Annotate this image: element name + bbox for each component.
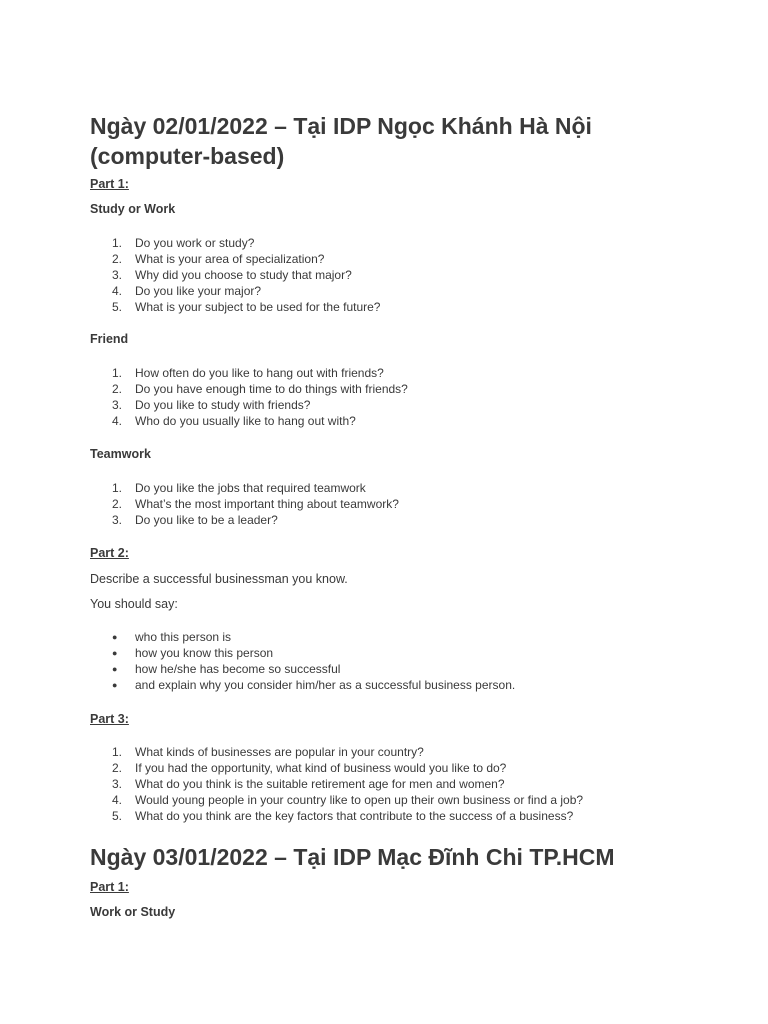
list-item: 5. What do you think are the key factors that contribute to the success of a business? — [112, 809, 574, 823]
list-item: 1. Do you work or study? — [112, 236, 255, 250]
list-item: 3. Do you like to study with friends? — [112, 398, 311, 412]
part1-label: Part 1: — [90, 177, 129, 191]
part3-list — [90, 744, 583, 824]
part2-should-say: You should say: — [90, 597, 178, 611]
list-item: 2. Do you have enough time to do things with friends? — [112, 382, 408, 396]
list-item: ● how he/she has become so successful — [112, 662, 341, 676]
teamwork-list — [90, 480, 399, 528]
list-item: 3. Do you like to be a leader? — [112, 513, 278, 527]
list-item: 2. If you had the opportunity, what kind of business would you like to do? — [112, 761, 507, 775]
list-item: ● who this person is — [112, 630, 232, 644]
part2-bullet-list — [90, 629, 515, 693]
list-item: ● how you know this person — [112, 646, 274, 660]
section-title-friend: Friend — [90, 332, 129, 346]
list-item: 1. What kinds of businesses are popular in your country? — [112, 745, 424, 759]
list-item: 2. What’s the most important thing about teamwork? — [112, 497, 399, 511]
list-item: 3. Why did you choose to study that major? — [112, 268, 352, 282]
friend-list — [90, 365, 408, 429]
list-item: 4. Do you like your major? — [112, 284, 262, 298]
list-item: 1. How often do you like to hang out with friends? — [112, 366, 384, 380]
list-item: ● and explain why you consider him/her as a successful business person. — [112, 678, 516, 692]
list-item: 1. Do you like the jobs that required teamwork — [112, 481, 366, 495]
list-item: 5. What is your subject to be used for the future? — [112, 300, 381, 314]
list-item: 2. What is your area of specialization? — [112, 252, 325, 266]
heading-session-1-line1: Ngày 02/01/2022 – Tại IDP Ngọc Khánh Hà Nội — [90, 113, 592, 139]
section-title-study-or-work: Study or Work — [90, 202, 176, 216]
list-item: 4. Would young people in your country like to open up their own business or find a job? — [112, 793, 584, 807]
heading-session-1-line2: (computer-based) — [90, 143, 285, 169]
part3-label: Part 3: — [90, 712, 129, 726]
heading-session-1 — [90, 111, 592, 171]
part2-prompt: Describe a successful businessman you know. — [90, 572, 348, 586]
list-item: 4. Who do you usually like to hang out with? — [112, 414, 356, 428]
part1b-label: Part 1: — [90, 880, 129, 894]
section-title-teamwork: Teamwork — [90, 447, 151, 461]
list-item: 3. What do you think is the suitable retirement age for men and women? — [112, 777, 505, 791]
heading-session-2: Ngày 03/01/2022 – Tại IDP Mạc Đĩnh Chi TP.HCM — [90, 844, 615, 870]
study-or-work-list — [90, 235, 380, 315]
section-title-work-or-study: Work or Study — [90, 905, 176, 919]
part2-label: Part 2: — [90, 546, 129, 560]
